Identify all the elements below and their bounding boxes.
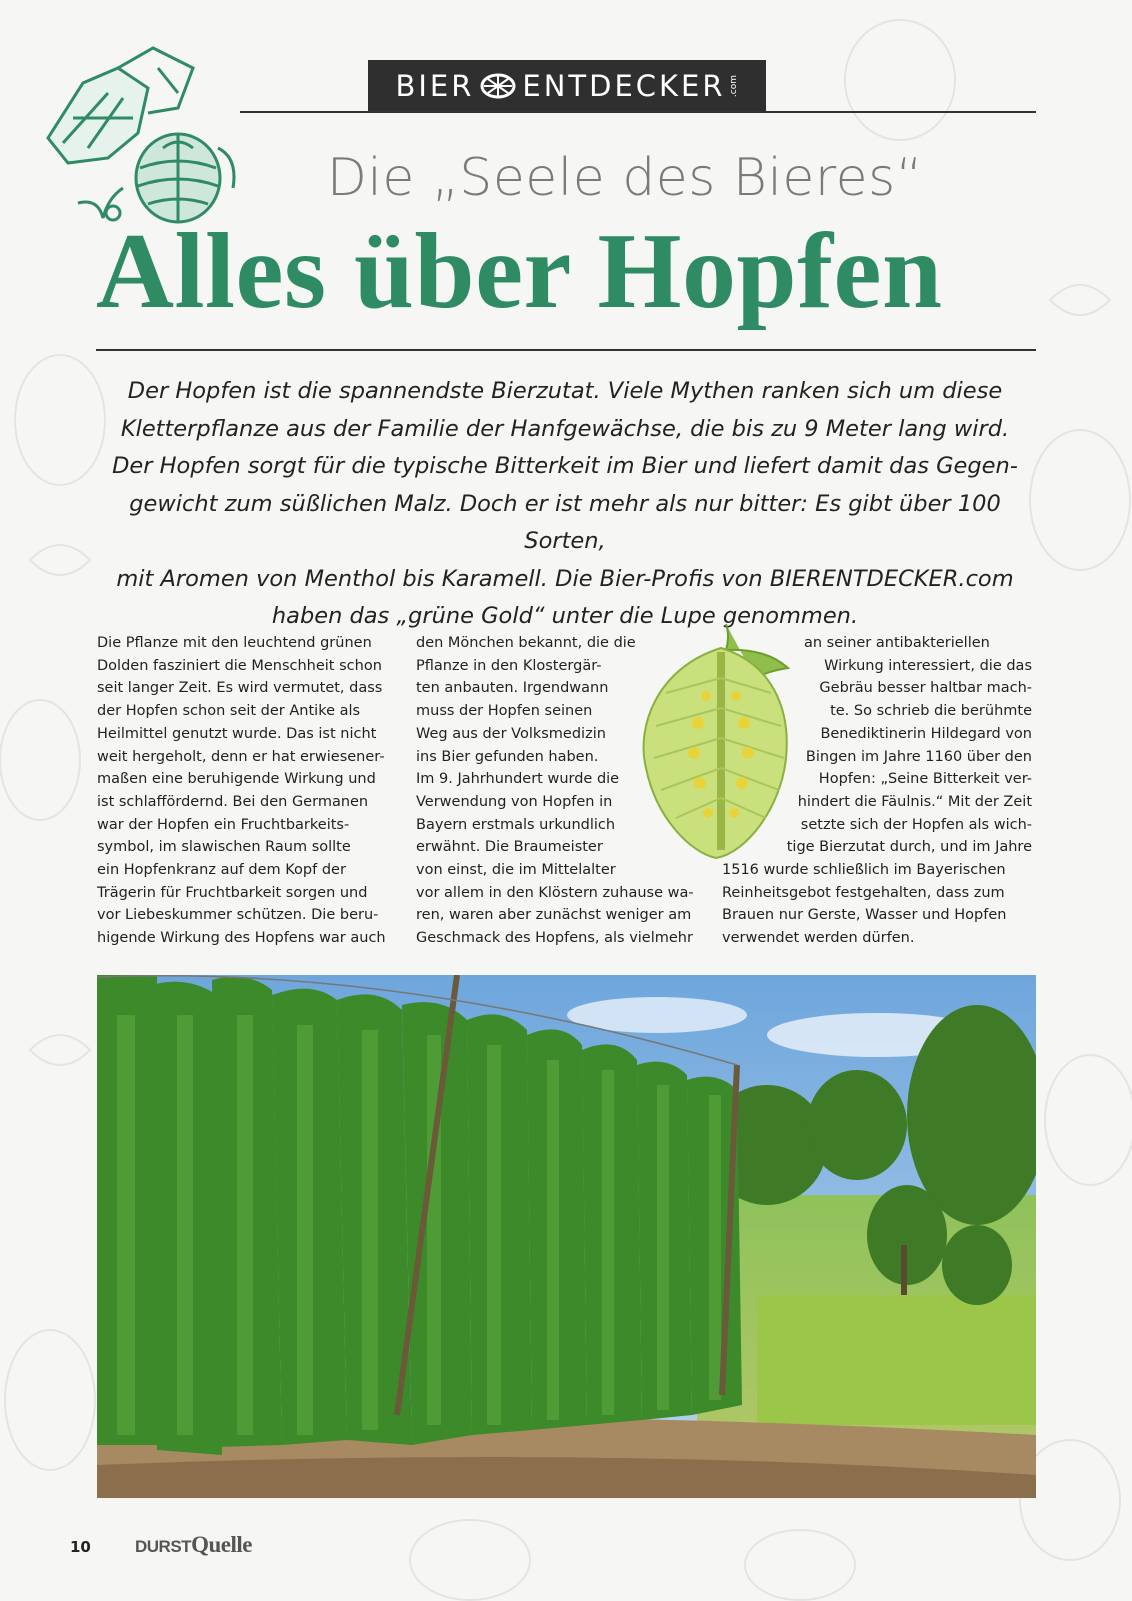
title-rule bbox=[96, 349, 1036, 351]
magazine-logo bbox=[135, 1532, 252, 1558]
body-line: weit hergeholt, denn er hat erwiesener- bbox=[97, 748, 385, 765]
article-subtitle: Die „Seele des Bieres“ bbox=[326, 148, 924, 208]
body-line: war der Hopfen ein Fruchtbarkeits- bbox=[97, 816, 350, 833]
body-line: setzte sich der Hopfen als wich- bbox=[800, 816, 1032, 833]
body-line: ist schlaffördernd. Bei den Germanen bbox=[97, 793, 369, 810]
body-line: Benediktinerin Hildegard von bbox=[820, 725, 1032, 742]
body-line: ins Bier gefunden haben. bbox=[416, 748, 599, 765]
body-line: Im 9. Jahrhundert wurde die bbox=[416, 771, 620, 788]
body-line: den Mönchen bekannt, die die bbox=[416, 635, 636, 651]
body-line: Verwendung von Hopfen in bbox=[416, 793, 613, 810]
body-line: Heilmittel genutzt wurde. Das ist nicht bbox=[97, 725, 377, 742]
body-line: ten anbauten. Irgendwann bbox=[416, 680, 609, 697]
body-line: seit langer Zeit. Es wird vermutet, dass bbox=[97, 680, 383, 697]
body-line: hindert die Fäulnis.“ Mit der Zeit bbox=[797, 793, 1032, 810]
body-line: Geschmack des Hopfens, als vielmehr bbox=[416, 930, 693, 947]
hop-field-photo bbox=[97, 975, 1036, 1498]
body-line: Trägerin für Fruchtbarkeit sorgen und bbox=[97, 884, 368, 901]
lead-line: Der Hopfen ist die spannendste Bierzutat. Viele Mythen ranken sich um diese bbox=[127, 378, 1003, 404]
body-line: Pflanze in den Klostergär- bbox=[416, 657, 602, 674]
brand-logo bbox=[368, 60, 766, 112]
article-title: Alles über Hopfen bbox=[96, 212, 943, 331]
body-line: vor allem in den Klöstern zuhause wa- bbox=[416, 884, 694, 901]
body-line: Hopfen: „Seine Bitterkeit ver- bbox=[818, 771, 1032, 788]
body-line: Dolden fasziniert die Menschheit schon bbox=[97, 657, 382, 674]
page-number: 10 bbox=[70, 1538, 91, 1556]
body-line: symbol, im slawischen Raum sollte bbox=[97, 839, 351, 856]
body-line: vor Liebeskummer schützen. Die beru- bbox=[97, 907, 379, 924]
body-line: Weg aus der Volksmedizin bbox=[416, 725, 606, 742]
lead-paragraph bbox=[100, 373, 1030, 636]
lead-line: gewicht zum süßlichen Malz. Doch er ist mehr als nur bitter: Es gibt über 100 Sorten, bbox=[129, 490, 1001, 554]
hop-illustration bbox=[28, 38, 238, 228]
lead-line: Kletterpflanze aus der Familie der Hanfgewächse, die bis zu 9 Meter lang wird. bbox=[120, 415, 1010, 442]
body-line: ein Hopfenkranz auf dem Kopf der bbox=[97, 862, 346, 879]
magazine-logo-part1: DURST bbox=[135, 1537, 192, 1556]
body-line: tige Bierzutat durch, und im Jahre bbox=[786, 839, 1032, 856]
body-line: Gebräu besser haltbar mach- bbox=[819, 680, 1032, 697]
lead-line: mit Aromen von Menthol bis Karamell. Die Bier-Profis von BIERENTDECKER.com bbox=[116, 565, 1014, 592]
body-line: Bayern erstmals urkundlich bbox=[416, 816, 616, 833]
lead-line: Der Hopfen sorgt für die typische Bitterkeit im Bier und liefert damit das Gegen- bbox=[112, 453, 1018, 479]
text-column-3 bbox=[722, 632, 1032, 950]
body-line: Wirkung interessiert, die das bbox=[824, 657, 1032, 674]
body-line: der Hopfen schon seit der Antike als bbox=[97, 703, 361, 720]
text-column-1 bbox=[97, 632, 386, 950]
body-line: Reinheitsgebot festgehalten, dass zum bbox=[722, 884, 1005, 901]
body-line: muss der Hopfen seinen bbox=[416, 703, 593, 720]
body-line: erwähnt. Die Braumeister bbox=[416, 839, 603, 856]
body-line: higende Wirkung des Hopfens war auch bbox=[97, 930, 386, 947]
brand-logo-part2: ENTDECKER bbox=[522, 69, 726, 103]
hop-cone-icon bbox=[478, 71, 518, 101]
body-line: an seiner antibakteriellen bbox=[804, 635, 990, 651]
body-line: von einst, die im Mittelalter bbox=[416, 862, 616, 879]
brand-logo-part1: BIER bbox=[395, 69, 475, 103]
lead-line: haben das „grüne Gold“ unter die Lupe genommen. bbox=[271, 603, 859, 629]
body-line: 1516 wurde schließlich im Bayerischen bbox=[722, 862, 1006, 879]
header-rule bbox=[240, 111, 1036, 113]
body-line: Bingen im Jahre 1160 über den bbox=[805, 748, 1032, 765]
body-line: verwendet werden dürfen. bbox=[722, 930, 915, 947]
body-line: te. So schrieb die berühmte bbox=[830, 703, 1032, 720]
body-line: maßen eine beruhigende Wirkung und bbox=[97, 771, 376, 788]
body-line: Brauen nur Gerste, Wasser und Hopfen bbox=[722, 907, 1007, 924]
magazine-logo-part2: Quelle bbox=[191, 1532, 252, 1557]
body-line: Die Pflanze mit den leuchtend grünen bbox=[97, 635, 372, 651]
body-line: ren, waren aber zunächst weniger am bbox=[416, 907, 692, 924]
brand-logo-suffix: .com bbox=[728, 74, 739, 98]
